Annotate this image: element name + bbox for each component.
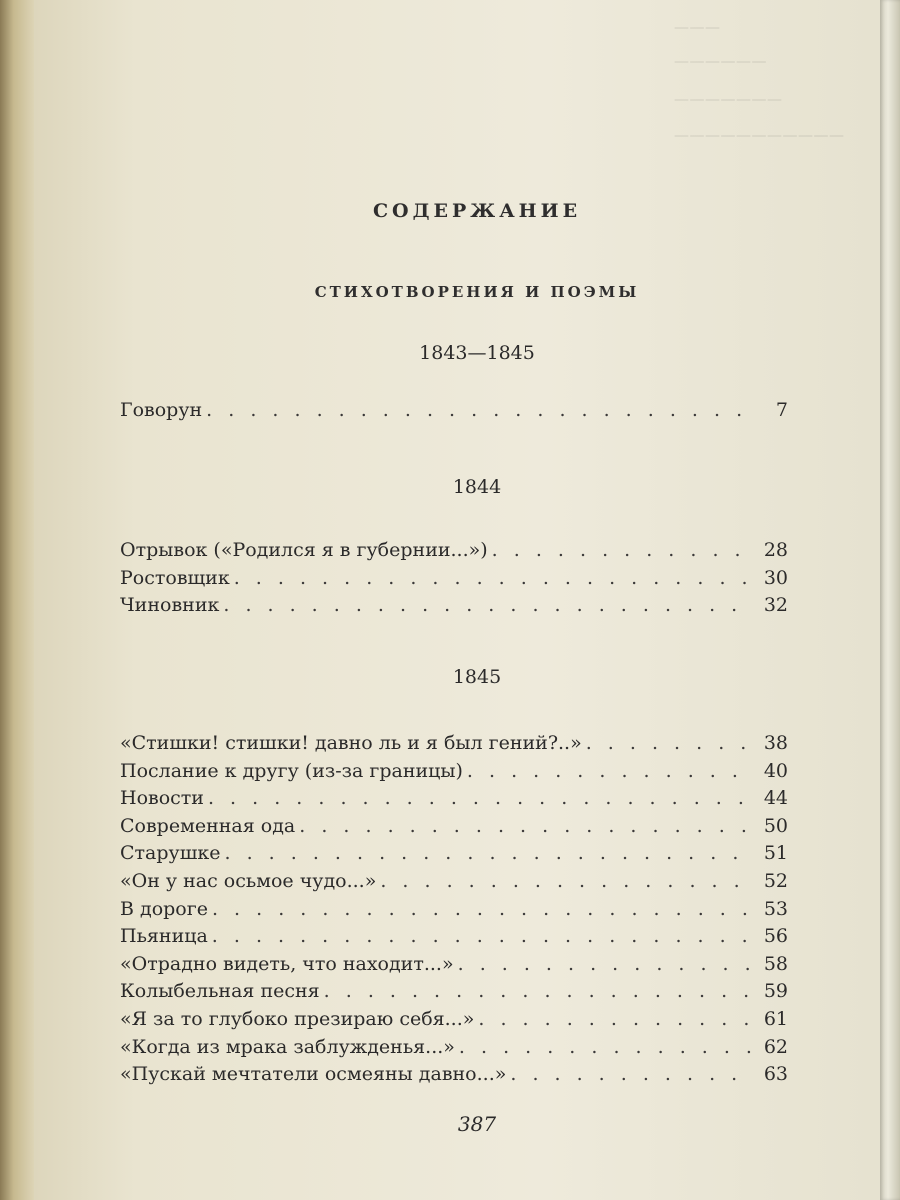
toc-entry <box>120 730 788 758</box>
entry-title: «Я за то глубоко презираю себя...» <box>120 1007 475 1030</box>
bleed-through-line: —————— <box>674 52 767 70</box>
entry-page: 7 <box>775 399 788 421</box>
toc-entry <box>120 896 788 924</box>
entry-page: 32 <box>763 594 788 617</box>
entry-page: 53 <box>763 897 788 920</box>
leader-dots <box>212 896 754 924</box>
entry-title: Колыбельная песня <box>120 980 320 1003</box>
entry-title: «Пускай мечтатели осмеяны давно...» <box>120 1063 507 1086</box>
toc-entry <box>120 813 788 841</box>
toc-entry <box>120 758 788 786</box>
toc-entry <box>120 868 788 896</box>
leader-dots <box>458 951 754 979</box>
entry-title: Пьяница <box>120 925 208 948</box>
entry-page: 62 <box>763 1035 788 1058</box>
leader-dots <box>212 923 754 951</box>
leader-dots <box>478 1006 754 1034</box>
leader-dots <box>467 758 754 786</box>
entry-title: Отрывок («Родился я в губернии...») <box>120 539 488 561</box>
entry-page: 63 <box>763 1063 788 1086</box>
page-stack-edge <box>880 0 900 1200</box>
page-title: СОДЕРЖАНИЕ <box>372 200 582 222</box>
leader-dots <box>299 813 754 841</box>
entry-title: «Отрадно видеть, что находит...» <box>120 952 454 975</box>
leader-dots <box>208 785 754 813</box>
bleed-through-line: ——————————— <box>674 126 845 144</box>
leader-dots <box>586 730 754 758</box>
entry-page: 28 <box>763 539 788 561</box>
leader-dots <box>492 537 754 565</box>
entry-title: «Он у нас осьмое чудо...» <box>120 869 377 892</box>
toc-group <box>120 730 788 1089</box>
entry-page: 38 <box>763 732 788 754</box>
entry-page: 52 <box>763 869 788 892</box>
entry-page: 56 <box>763 925 788 948</box>
entry-page: 44 <box>763 787 788 810</box>
entry-title: В дороге <box>120 897 208 920</box>
toc-entry <box>120 840 788 868</box>
section-heading: СТИХОТВОРЕНИЯ И ПОЭМЫ <box>314 283 640 301</box>
entry-title: Старушке <box>120 842 221 865</box>
toc-entry <box>120 978 788 1006</box>
year-heading: 1844 <box>452 476 502 498</box>
entry-page: 58 <box>763 952 788 975</box>
entry-page: 50 <box>763 814 788 837</box>
entry-title: Ростовщик <box>120 566 230 589</box>
toc-entry <box>120 1006 788 1034</box>
entry-title: Новости <box>120 787 204 810</box>
toc-group <box>120 537 788 620</box>
toc-entry <box>120 565 788 593</box>
entry-page: 59 <box>763 980 788 1003</box>
toc-entry <box>120 951 788 979</box>
entry-page: 30 <box>763 566 788 589</box>
leader-dots <box>206 397 754 425</box>
toc-entry <box>120 397 788 425</box>
entry-page: 51 <box>763 842 788 865</box>
entry-title: Говорун <box>120 399 203 421</box>
toc-entry <box>120 785 788 813</box>
page-number: 387 <box>457 1112 497 1136</box>
leader-dots <box>324 978 754 1006</box>
entry-title: Послание к другу (из-за границы) <box>120 759 463 782</box>
toc-entry <box>120 592 788 620</box>
toc-entry <box>120 537 788 565</box>
year-heading: 1845 <box>452 666 502 688</box>
entry-title: Современная ода <box>120 814 296 837</box>
toc-group <box>120 397 788 425</box>
book-spine <box>0 0 34 1200</box>
bleed-through-line: ——— <box>674 18 721 36</box>
book-page <box>34 0 880 1200</box>
leader-dots <box>459 1034 754 1062</box>
entry-title: Чиновник <box>120 594 220 617</box>
entry-page: 40 <box>763 759 788 782</box>
leader-dots <box>223 592 754 620</box>
entry-title: «Когда из мрака заблужденья...» <box>120 1035 455 1058</box>
toc-entry <box>120 1034 788 1062</box>
leader-dots <box>234 565 754 593</box>
leader-dots <box>225 840 754 868</box>
bleed-through-line: ——————— <box>674 90 783 108</box>
entry-title: «Стишки! стишки! давно ль и я был гений?..» <box>120 732 582 754</box>
leader-dots <box>380 868 754 896</box>
year-heading: 1843—1845 <box>419 342 535 364</box>
leader-dots <box>510 1061 754 1089</box>
entry-page: 61 <box>763 1007 788 1030</box>
toc-entry <box>120 1061 788 1089</box>
toc-entry <box>120 923 788 951</box>
